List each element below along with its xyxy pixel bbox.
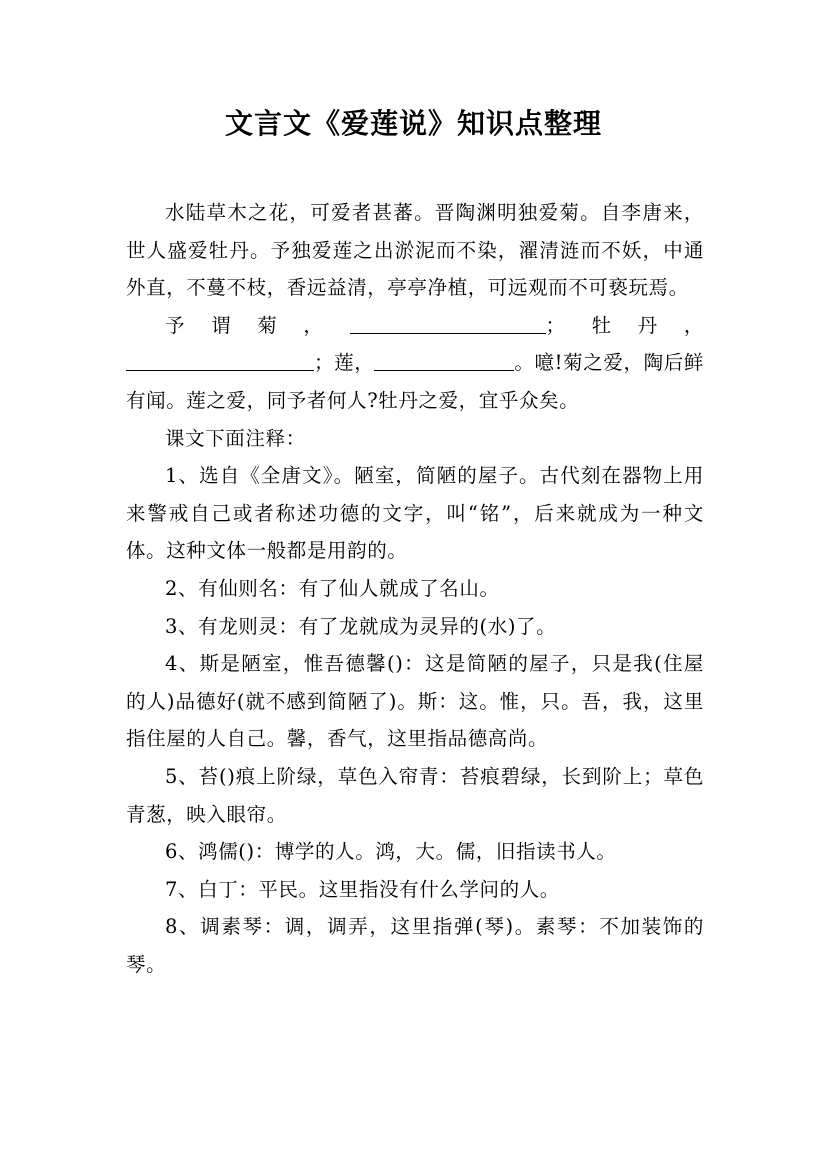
note-item-8: 8、调素琴：调，调弄，这里指弹(琴)。素琴：不加装饰的琴。 [126, 915, 704, 976]
fill-word: 丹 [637, 313, 658, 337]
answer-blank-3[interactable] [374, 349, 514, 371]
fill-word: 谓 [211, 313, 232, 337]
fill-text: ；莲， [314, 351, 375, 375]
fill-word: ， [683, 313, 704, 337]
fill-word: 予 [165, 313, 186, 337]
fill-word: ， [303, 313, 324, 337]
answer-blank-2[interactable] [126, 349, 314, 371]
passage-paragraph-2 [126, 344, 704, 419]
note-item-6: 6、鸿儒()：博学的人。鸿，大。儒，旧指读书人。 [165, 840, 617, 864]
fill-punct: ； [545, 313, 566, 337]
fill-word: 牡 [591, 313, 612, 337]
fill-blank-row [126, 307, 704, 345]
note-item-2: 2、有仙则名：有了仙人就成了名山。 [165, 576, 500, 600]
note-item-3: 3、有龙则灵：有了龙就成为灵异的(水)了。 [165, 614, 557, 638]
fill-text: 。噫!菊之爱，陶后鲜有闻。莲之爱，同予者何人?牡丹之爱，宜乎众矣。 [126, 351, 704, 412]
page-title: 文言文《爱莲说》知识点整理 [224, 107, 602, 140]
document-body [126, 194, 704, 983]
note-item-5: 5、苔()痕上阶绿，草色入帘青：苔痕碧绿，长到阶上；草色青葱，映入眼帘。 [126, 764, 704, 826]
notes-heading: 课文下面注释： [165, 426, 306, 450]
passage-paragraph-1: 水陆草木之花，可爱者甚蕃。晋陶渊明独爱菊。自李唐来，世人盛爱牡丹。予独爱莲之出淤泥而不染，濯清涟而不妖，中通外直，不蔓不枝，香远益清，亭亭净植，可远观而不可亵玩焉。 [126, 201, 704, 300]
note-item-1: 1、选自《全唐文》。陋室，简陋的屋子。古代刻在器物上用来警戒自己或者称述功德的文字，叫“铭”，后来就成为一种文体。这种文体一般都是用韵的。 [126, 464, 704, 563]
blank-wrap [350, 307, 566, 345]
note-item-4: 4、斯是陋室，惟吾德馨()：这是简陋的屋子，只是我(住屋的人)品德好(就不感到简陋了)。斯：这。惟，只。吾，我，这里指住屋的人自己。馨，香气，这里指品德高尚。 [126, 652, 704, 751]
answer-blank-1[interactable] [350, 311, 546, 333]
note-item-7: 7、白丁：平民。这里指没有什么学问的人。 [165, 877, 560, 901]
fill-word: 菊 [257, 313, 278, 337]
